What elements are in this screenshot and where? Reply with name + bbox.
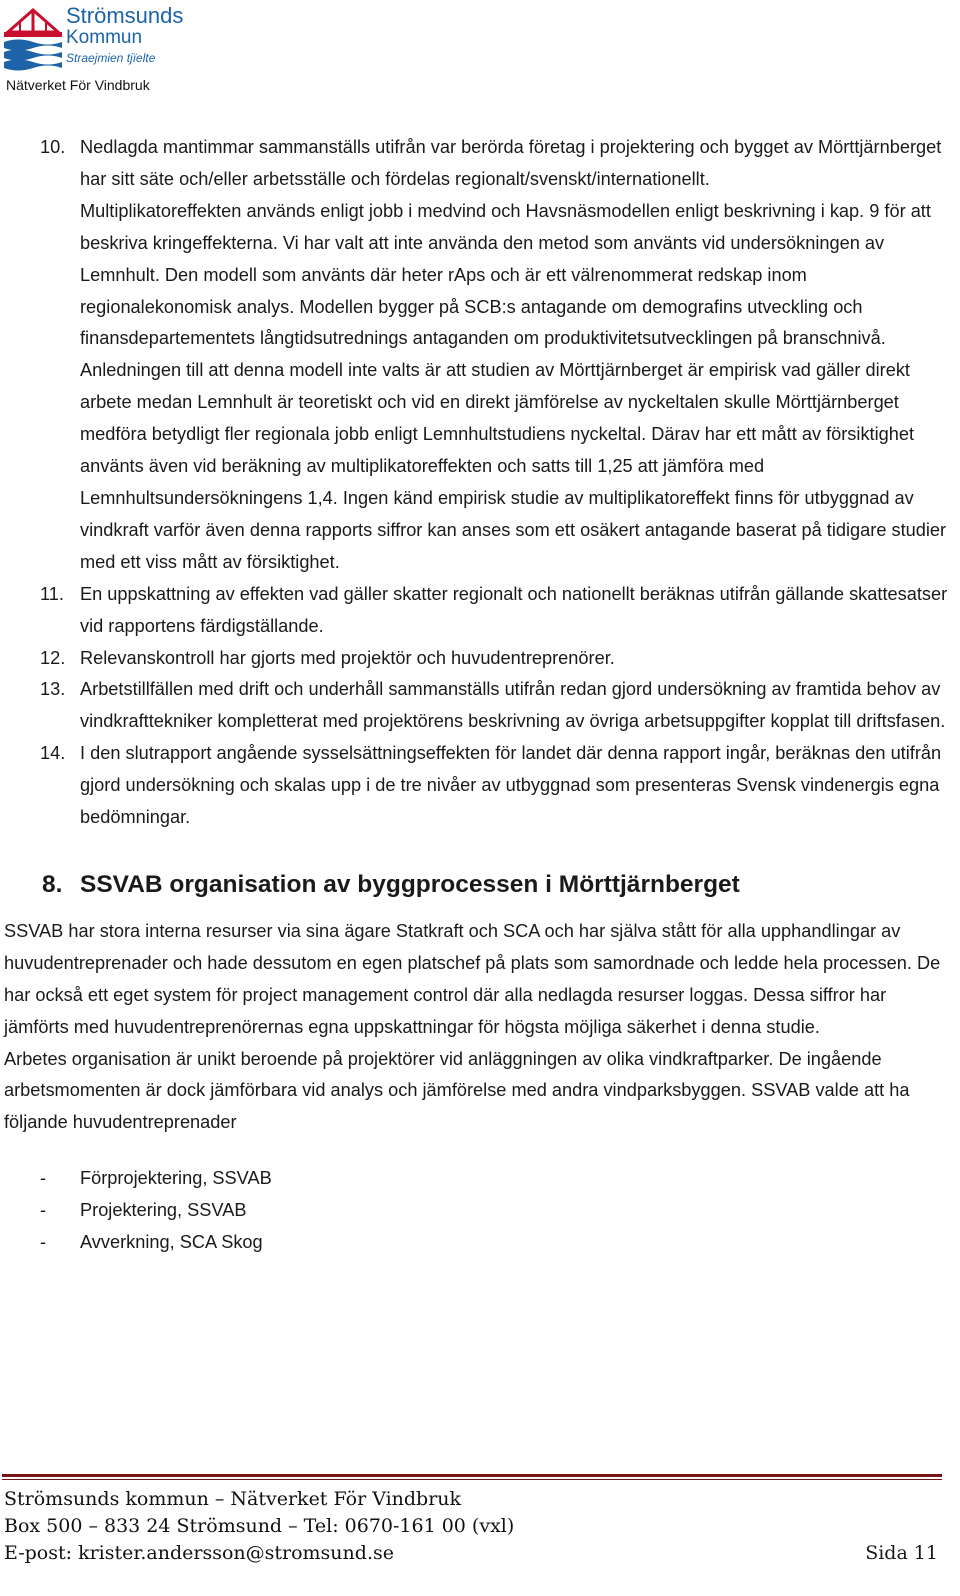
list-number: 13.	[40, 679, 66, 700]
list-number: 10.	[40, 137, 66, 157]
list-number: 14.	[40, 743, 66, 764]
list-item-10	[0, 132, 950, 579]
list-number: 12.	[40, 647, 66, 668]
dash-marker: -	[40, 1168, 47, 1189]
footer-rule	[2, 1474, 942, 1477]
document-body	[0, 132, 960, 1259]
section-paragraph: SSVAB har stora interna resurser via sina ägare Statkraft och SCA och har själva stått för alla upphandlingar av huvudentreprenader och hade dessutom en egen platschef på plats som samordnade och ledde hela processen. De har också ett eget system för project management control där alla nedlagda resurser loggas. Dessa siffror har jämförts med huvudentreprenörernas egna uppskattningar för högsta möjliga säkerhet i denna studie.	[4, 920, 941, 1037]
org-name-sami: Straejmien tjïelte	[66, 51, 156, 65]
header-logo	[4, 2, 184, 96]
list-item-14	[0, 738, 950, 834]
list-number: 11.	[40, 583, 64, 604]
list-item	[0, 1163, 960, 1195]
footer-rule-thin	[2, 1479, 942, 1480]
list-item-12	[0, 643, 950, 675]
contractor-list	[0, 1163, 960, 1259]
org-name-line1: Strömsunds	[66, 3, 184, 28]
item-paragraph: Multiplikatoreffekten används enligt jobb i medvind och Havsnäsmodellen enligt beskrivning i kap. 9 för att beskriva kringeffekterna. Vi har valt att inte använda den metod som använts vid undersökningen av Lemnhult. Den modell som använts där heter rAps och är ett välrenommerat redskap inom regionalekonomisk analys. Modellen bygger på SCB:s antagande om demografins utveckling och finansdepartementets långtidsutrednings antaganden om produktivitetsutvecklingen på branschnivå.	[80, 200, 931, 349]
list-item-13	[0, 674, 950, 738]
section-heading	[0, 868, 960, 902]
list-item	[0, 1195, 960, 1227]
list-item	[0, 1227, 960, 1259]
item-paragraph: Nedlagda mantimmar sammanställs utifrån var berörda företag i projektering och bygget av Mörttjärnberget har sitt säte och/eller arbetsställe och fördelas regionalt/svenskt/internationellt.	[80, 137, 942, 189]
section-number: 8.	[42, 870, 63, 898]
item-paragraph: I den slutrapport angående sysselsättningseffekten för landet där denna rapport ingår, beräknas den utifrån gjord undersökning och skalas upp i de tre nivåer av utbyggnad som presenteras Svensk vindenergis egna bedömningar.	[80, 743, 942, 828]
page-number: Sida 11	[865, 1542, 938, 1564]
footer-email: E-post: krister.andersson@stromsund.se	[4, 1542, 394, 1564]
section-title: SSVAB organisation av byggprocessen i Mörttjärnberget	[80, 870, 740, 898]
network-name: Nätverket För Vindbruk	[6, 77, 150, 93]
dash-marker: -	[40, 1200, 47, 1221]
item-paragraph: Relevanskontroll har gjorts med projektör och huvudentreprenörer.	[80, 647, 615, 668]
list-item-11	[0, 579, 950, 643]
org-name-line2: Kommun	[66, 27, 143, 48]
list-item-text: Förprojektering, SSVAB	[80, 1168, 272, 1189]
bridge-logo-icon	[4, 2, 62, 74]
dash-marker: -	[40, 1232, 47, 1253]
footer-org: Strömsunds kommun – Nätverket För Vindbruk	[4, 1488, 462, 1510]
list-item-text: Avverkning, SCA Skog	[80, 1232, 263, 1253]
section-paragraph: Arbetes organisation är unikt beroende på projektörer vid anläggningen av olika vindkraftparker. De ingående arbetsmomenten är dock jämförbara vid analys och jämförelse med andra vindparksbyggen. SSVAB valde att ha följande huvudentreprenader	[4, 1048, 910, 1133]
item-paragraph: Arbetstillfällen med drift och underhåll sammanställs utifrån redan gjord undersökning av framtida behov av vindkrafttekniker kompletterat med projektörens beskrivning av övriga arbetsuppgifter kopplat till driftsfasen.	[80, 679, 946, 732]
item-paragraph: En uppskattning av effekten vad gäller skatter regionalt och nationellt beräknas utifrån gällande skattesatser vid rapportens färdigställande.	[80, 583, 948, 636]
list-item-text: Projektering, SSVAB	[80, 1200, 247, 1221]
footer-address: Box 500 – 833 24 Strömsund – Tel: 0670-161 00 (vxl)	[4, 1515, 515, 1537]
item-paragraph: Anledningen till att denna modell inte valts är att studien av Mörttjärnberget är empirisk vad gäller direkt arbete medan Lemnhult är teoretiskt och vid en direkt jämförelse av nyckeltalen skulle Mörttjärnberget medföra betydligt fler regionala jobb enligt Lemnhultstudiens nyckeltal. Därav har ett mått av försiktighet använts även vid beräkning av multiplikatoreffekten och satts till 1,25 att jämföra med Lemnhultsundersökningens 1,4. Ingen känd empirisk studie av multiplikatoreffekt finns för utbyggnad av vindkraft varför även denna rapports siffror kan anses som ett osäkert antagande baserat på tidigare studier med ett viss mått av försiktighet.	[80, 360, 947, 572]
